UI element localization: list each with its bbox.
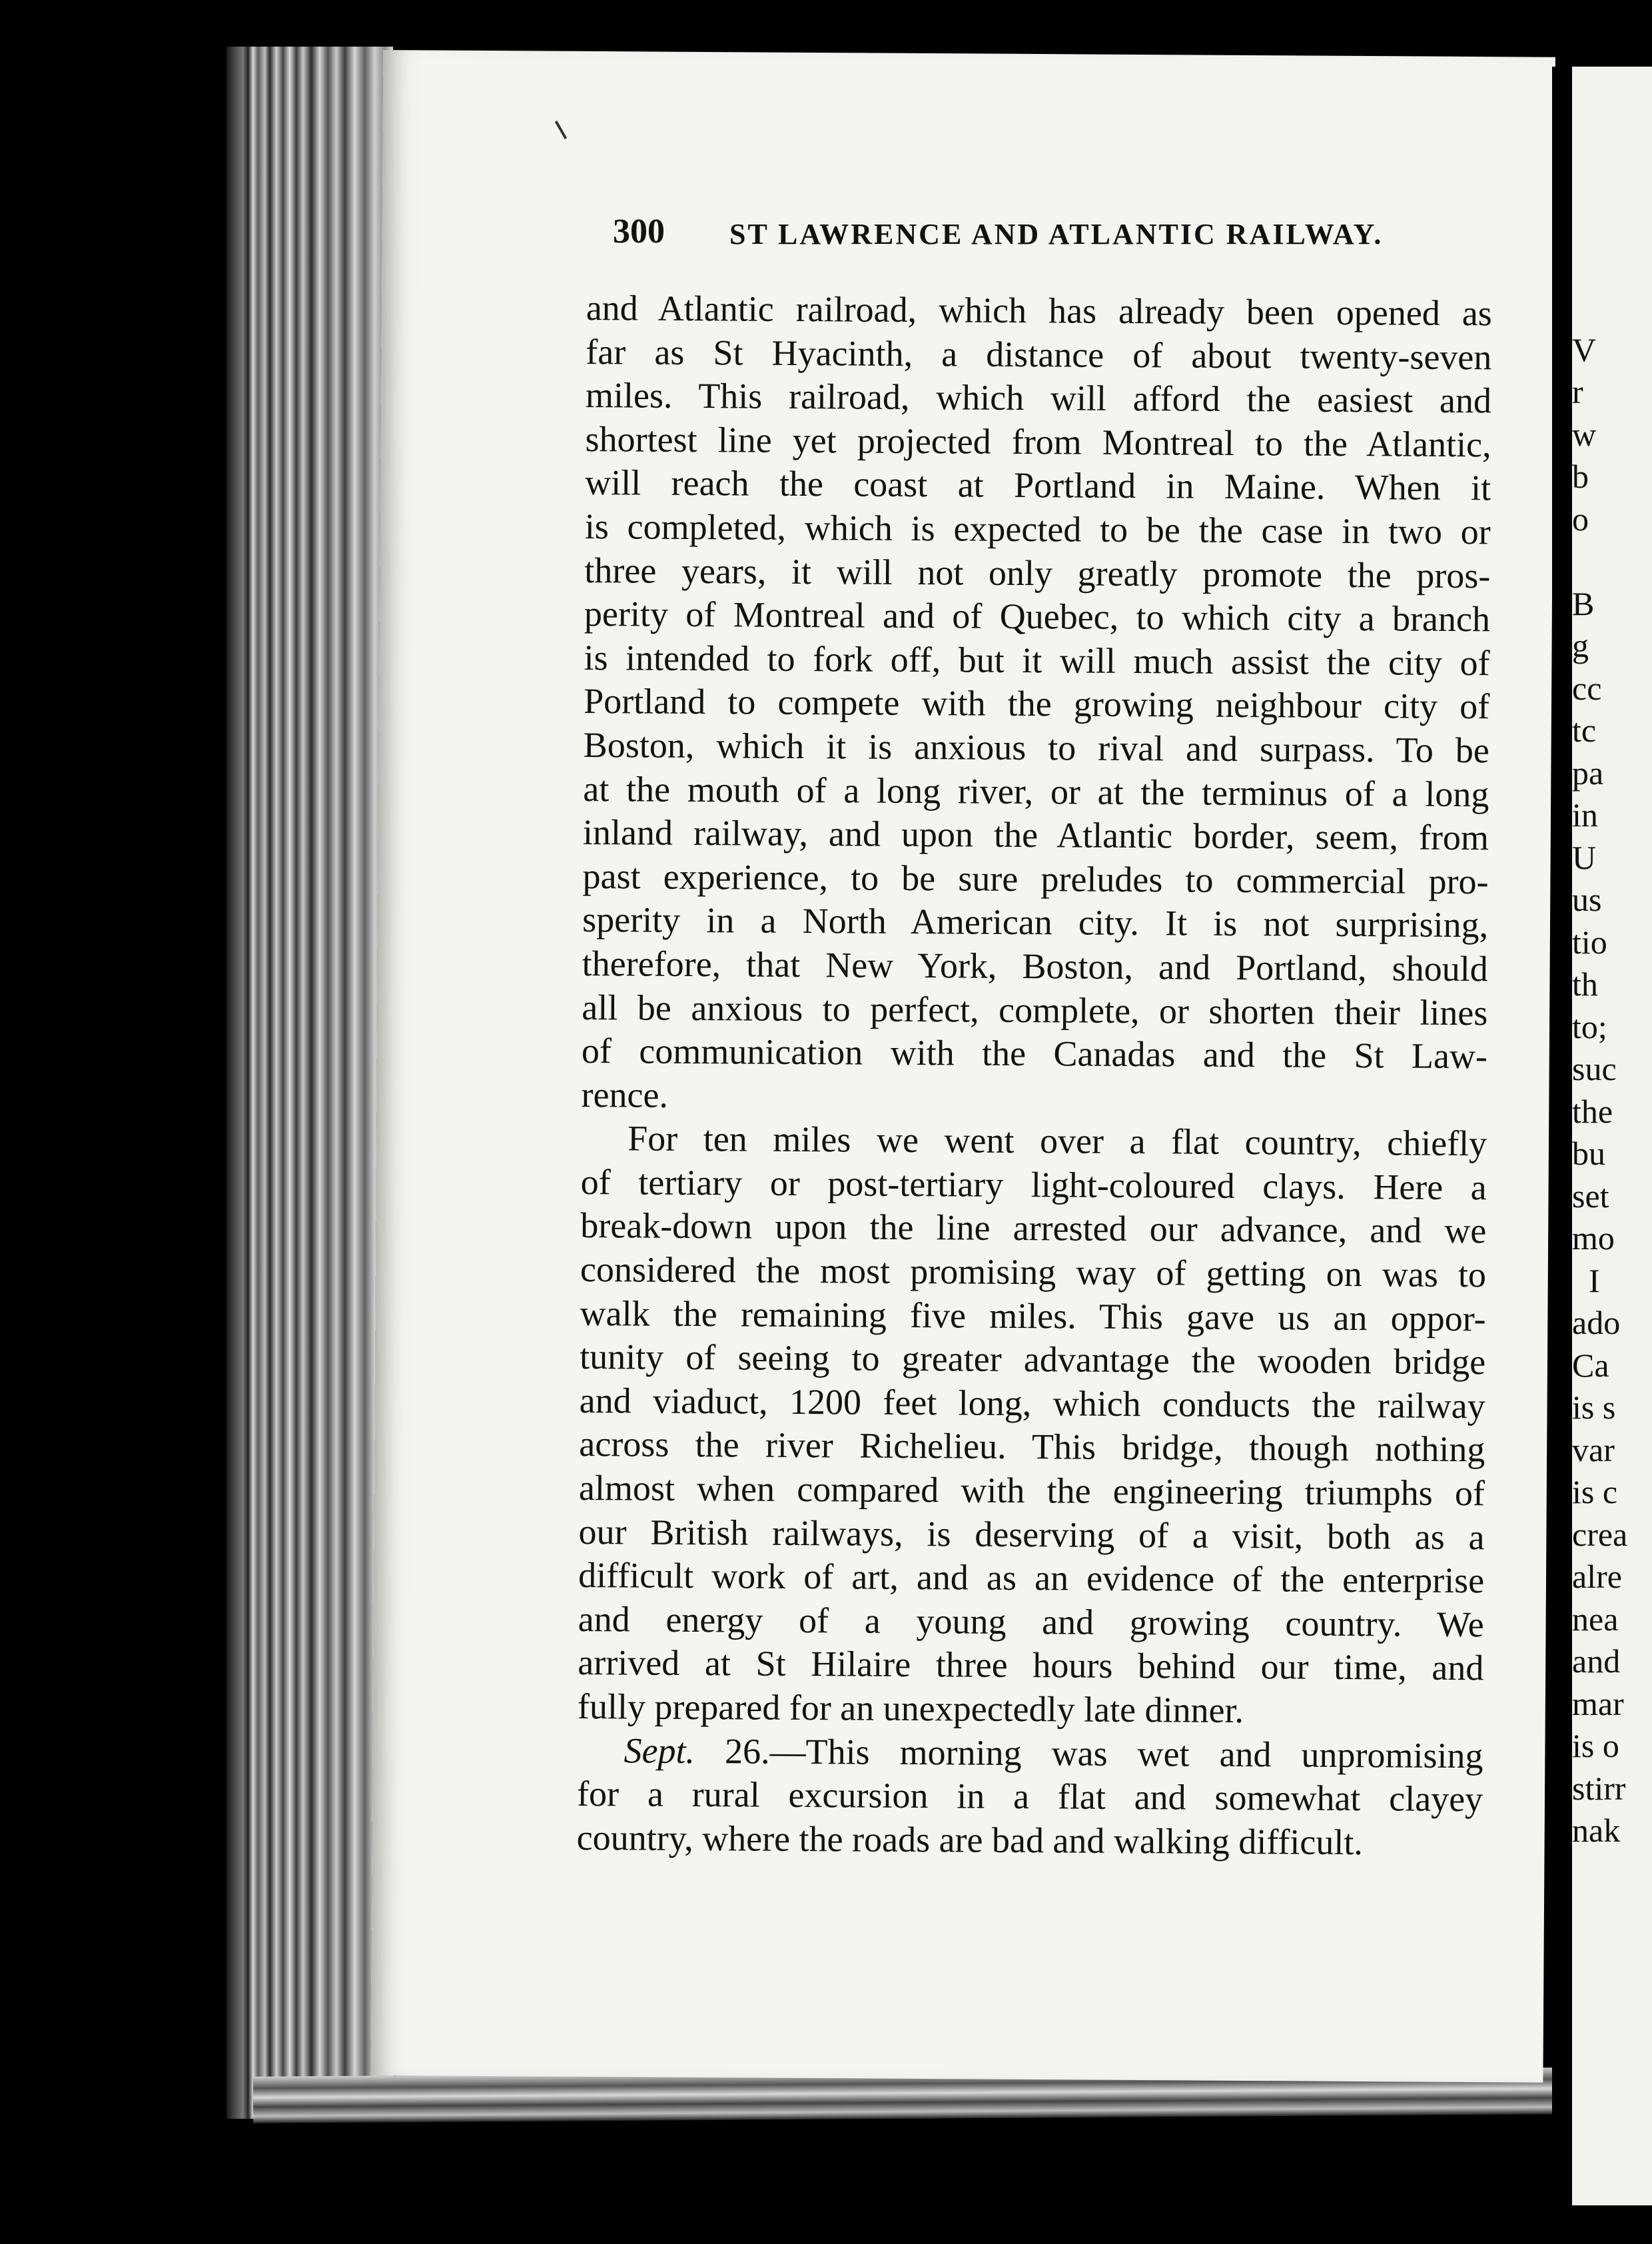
text-line: Boston, which it is anxious to rival and surpass. To be [583, 724, 1489, 771]
text-line: at the mouth of a long river, or at the terminus of a long [583, 768, 1489, 814]
text-line: rence. [581, 1074, 669, 1115]
facing-page-fragment: g [1572, 627, 1589, 664]
text-line: past experience, to be sure preludes to commercial pro- [582, 855, 1489, 902]
text-line: is intended to fork off, but it will much assist the city of [584, 637, 1490, 684]
text-line [577, 1729, 1483, 1778]
facing-page-text [1572, 286, 1652, 1852]
facing-page-fragment: Ca [1572, 1346, 1609, 1384]
text-line: for a rural excursion in a flat and somewhat clayey [576, 1774, 1483, 1820]
facing-page-fragment: tio [1572, 923, 1607, 961]
facing-page-fragment: r [1572, 373, 1583, 410]
facing-page-fragment: b [1572, 458, 1589, 495]
page-stack-edge [226, 47, 393, 2119]
page-number: 300 [613, 213, 665, 251]
facing-page-fragment: w [1572, 415, 1597, 453]
facing-page-fragment: ado [1572, 1304, 1621, 1341]
text-line: of tertiary or post-tertiary light-coloured clays. Here a [580, 1161, 1487, 1208]
facing-page-fragment: pa [1572, 754, 1604, 792]
text-line: country, where the roads are bad and walking difficult. [576, 1817, 1364, 1862]
facing-page-fragment: U [1572, 838, 1597, 876]
facing-page-fragment: crea [1572, 1515, 1628, 1553]
facing-page-fragment: stirr [1572, 1769, 1626, 1807]
facing-page-fragment: is o [1572, 1727, 1619, 1764]
text-line: therefore, that New York, Boston, and Portland, should [582, 943, 1488, 989]
facing-page-fragment: th [1572, 965, 1598, 1003]
facing-page-fragment: I [1572, 1261, 1600, 1299]
facing-page-fragment: in [1572, 796, 1598, 834]
text-line: inland railway, and upon the Atlantic border, seem, from [582, 812, 1489, 858]
text-line: For ten miles we went over a flat country, chiefly [627, 1118, 1487, 1164]
text-line: walk the remaining five miles. This gave us an oppor- [580, 1293, 1486, 1339]
page-header [613, 212, 1384, 259]
facing-page-fragment [1572, 286, 1652, 329]
facing-page-fragment: mar [1572, 1684, 1624, 1722]
text-line: fully prepared for an unexpectedly late dinner. [577, 1686, 1244, 1731]
facing-page-fragment: nea [1572, 1600, 1619, 1638]
text-line: all be anxious to perfect, complete, or shorten their lines [582, 987, 1488, 1033]
text-line: across the river Richelieu. This bridge, though nothing [579, 1424, 1485, 1470]
facing-page-fragment: and [1572, 1642, 1621, 1680]
facing-page-fragment [1572, 540, 1652, 583]
facing-page-fragment: V [1572, 330, 1597, 368]
paragraph-2 [578, 1117, 1487, 1734]
facing-page-fragment: us [1572, 881, 1602, 918]
text-line: far as St Hyacinth, a distance of about twenty-seven [586, 331, 1492, 377]
text-line: and Atlantic railroad, which has already been opened as [586, 287, 1492, 334]
text-line: shortest line yet projected from Montreal to the Atlantic, [585, 418, 1491, 465]
facing-page-fragment: is c [1572, 1473, 1618, 1510]
text-line: of communication with the Canadas and the St Law- [581, 1031, 1488, 1077]
paragraph-3 [577, 1729, 1483, 1866]
facing-page-fragment: set [1572, 1177, 1609, 1215]
paragraph-1 [581, 286, 1492, 1123]
text-line: break-down upon the line arrested our advance, and we [580, 1205, 1487, 1251]
facing-page-fragment: bu [1572, 1135, 1605, 1172]
text-line: arrived at St Hilaire three hours behind our time, and [578, 1642, 1484, 1688]
facing-page-fragment: is s [1572, 1389, 1616, 1426]
facing-page-fragment: cc [1572, 669, 1602, 707]
facing-page-fragment: suc [1572, 1050, 1617, 1087]
text-line: tunity of seeing to greater advantage the wooden bridge [580, 1337, 1486, 1383]
text-line: is completed, which is expected to be the case in two or [584, 506, 1491, 552]
text-line: our British railways, is deserving of a visit, both as a [578, 1511, 1485, 1557]
text-line: considered the most promising way of getting on was to [580, 1249, 1487, 1295]
facing-page-fragment: alre [1572, 1558, 1622, 1595]
text-line: three years, it will not only greatly promote the pros- [584, 550, 1491, 596]
facing-page-fragment: var [1572, 1430, 1615, 1468]
facing-page-fragment: tc [1572, 712, 1597, 749]
facing-page-fragment: o [1572, 500, 1589, 538]
book-gutter [1552, 67, 1572, 2199]
text-line: perity of Montreal and of Quebec, to which city a branch [584, 594, 1491, 640]
text-line: Portland to compete with the growing neighbour city of [584, 681, 1490, 727]
text-line: and energy of a young and growing country. We [578, 1598, 1484, 1645]
text-line: will reach the coast at Portland in Maine. When it [585, 462, 1491, 508]
facing-page-fragment: nak [1572, 1812, 1621, 1849]
text-line: sperity in a North American city. It is not surprising, [582, 899, 1489, 945]
date-label: Sept. [623, 1730, 695, 1771]
text-line: almost when compared with the engineering triumphs of [578, 1467, 1485, 1514]
text-line-rest: 26.—This morning was wet and unpromising [694, 1730, 1483, 1776]
facing-page [1572, 67, 1652, 2205]
text-line: miles. This railroad, which will afford the easiest and [585, 375, 1492, 421]
facing-page-fragment: the [1572, 1092, 1613, 1130]
facing-page-fragment: to; [1572, 1007, 1607, 1045]
facing-page-fragment: B [1572, 584, 1595, 622]
text-line: and viaduct, 1200 feet long, which conducts the railway [579, 1380, 1485, 1426]
body-text [577, 286, 1492, 1866]
text-line: difficult work of art, and as an evidence of the enterprise [578, 1555, 1485, 1601]
running-head: ST LAWRENCE AND ATLANTIC RAILWAY. [729, 218, 1384, 251]
facing-page-fragment: mo [1572, 1219, 1615, 1257]
